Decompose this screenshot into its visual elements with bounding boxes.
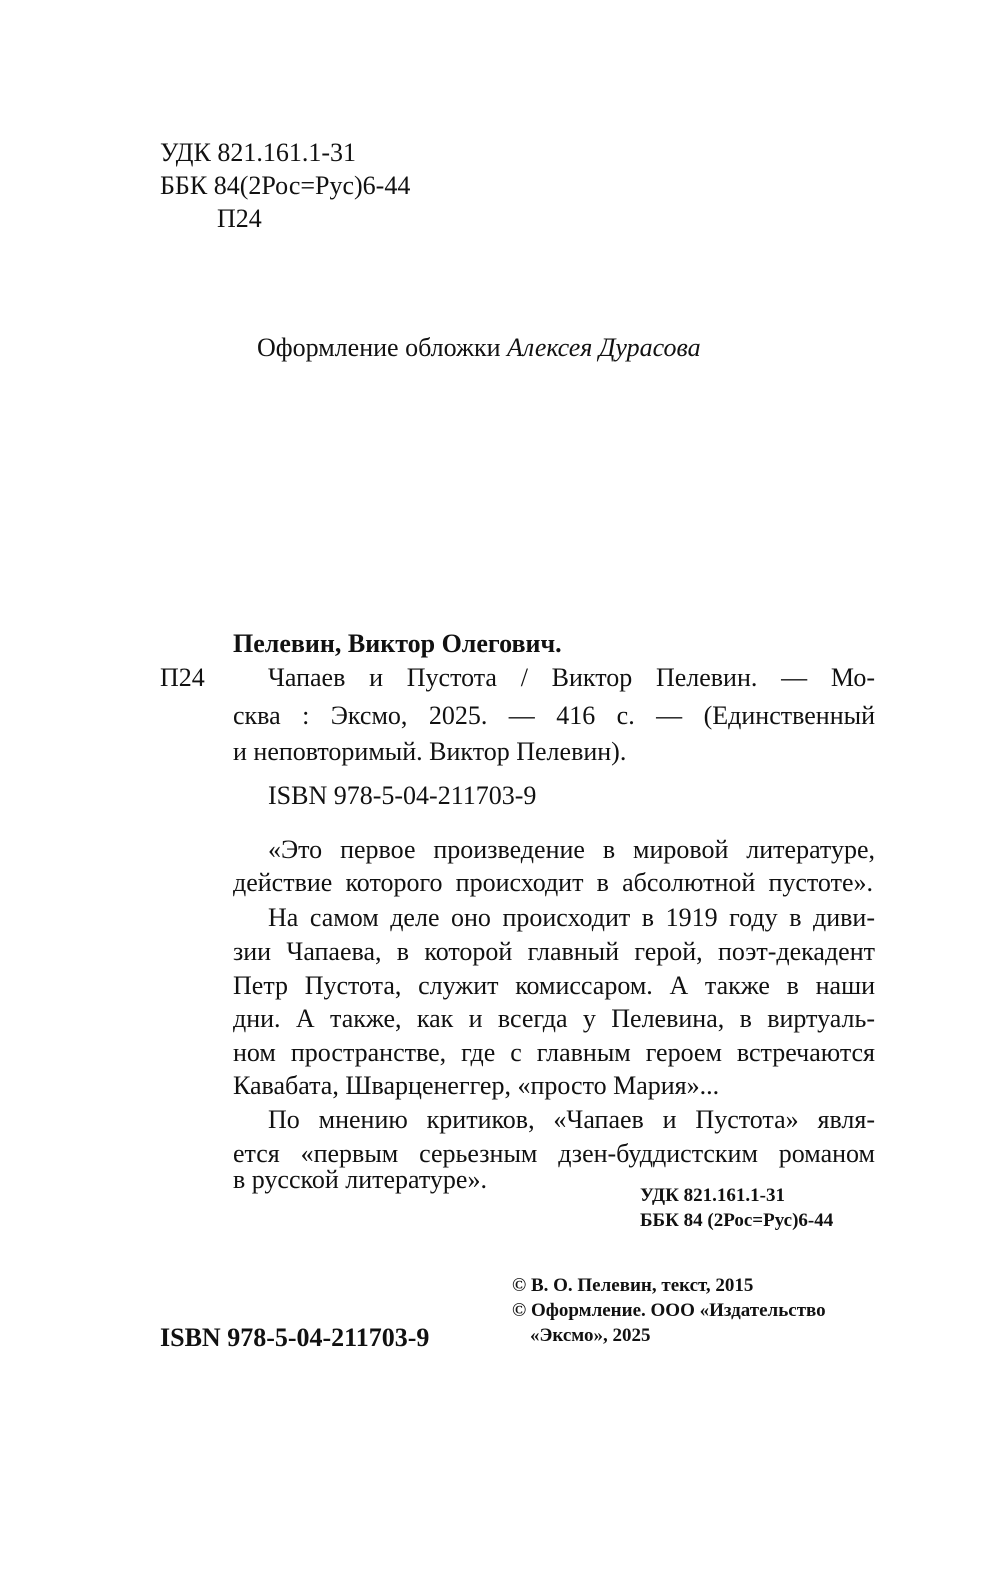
catalog-description-line: сква : Эксмо, 2025. — 416 с. — (Единственный bbox=[233, 701, 875, 730]
annotation-line: зии Чапаева, в которой главный герой, поэт-декадент bbox=[233, 937, 875, 966]
catalog-isbn: ISBN 978-5-04-211703-9 bbox=[268, 781, 537, 810]
footer-isbn: ISBN 978-5-04-211703-9 bbox=[160, 1323, 430, 1352]
copyright-line: © Оформление. ООО «Издательство bbox=[512, 1300, 826, 1321]
annotation-line: «Это первое произведение в мировой литературе, bbox=[268, 835, 875, 864]
annotation-line: Кавабата, Шварценеггер, «просто Мария»... bbox=[233, 1071, 720, 1100]
annotation-line: действие которого происходит в абсолютной пустоте». bbox=[233, 868, 873, 897]
author-mark: П24 bbox=[217, 204, 262, 233]
annotation-line: На самом деле оно происходит в 1919 году в диви- bbox=[268, 903, 875, 932]
footer-bbk: ББК 84 (2Рос=Рус)6-44 bbox=[640, 1210, 834, 1231]
annotation-line: ном пространстве, где с главным героем встречаются bbox=[233, 1038, 875, 1067]
copyright-line: «Эксмо», 2025 bbox=[530, 1325, 651, 1346]
cover-credit bbox=[257, 331, 701, 364]
cover-designer: Алексея Дурасова bbox=[506, 333, 701, 362]
annotation-line: ется «первым серьезным дзен-буддистским романом bbox=[233, 1139, 875, 1168]
catalog-author: Пелевин, Виктор Олегович. bbox=[233, 629, 562, 658]
udk-code: УДК 821.161.1-31 bbox=[160, 138, 357, 167]
footer-udk: УДК 821.161.1-31 bbox=[640, 1185, 785, 1206]
annotation-line: дни. А также, как и всегда у Пелевина, в виртуаль- bbox=[233, 1004, 875, 1033]
cover-credit-prefix: Оформление обложки bbox=[257, 333, 507, 362]
catalog-description-line: и неповторимый. Виктор Пелевин). bbox=[233, 737, 627, 766]
annotation-line: По мнению критиков, «Чапаев и Пустота» явля- bbox=[268, 1105, 875, 1134]
annotation-line: в русской литературе». bbox=[233, 1165, 487, 1194]
annotation-line: Петр Пустота, служит комиссаром. А также в наши bbox=[233, 971, 875, 1000]
copyright-line: © В. О. Пелевин, текст, 2015 bbox=[512, 1275, 754, 1296]
bbk-code: ББК 84(2Рос=Рус)6-44 bbox=[160, 171, 411, 200]
catalog-description-line: Чапаев и Пустота / Виктор Пелевин. — Мо- bbox=[268, 663, 875, 692]
catalog-author-mark: П24 bbox=[160, 663, 205, 692]
